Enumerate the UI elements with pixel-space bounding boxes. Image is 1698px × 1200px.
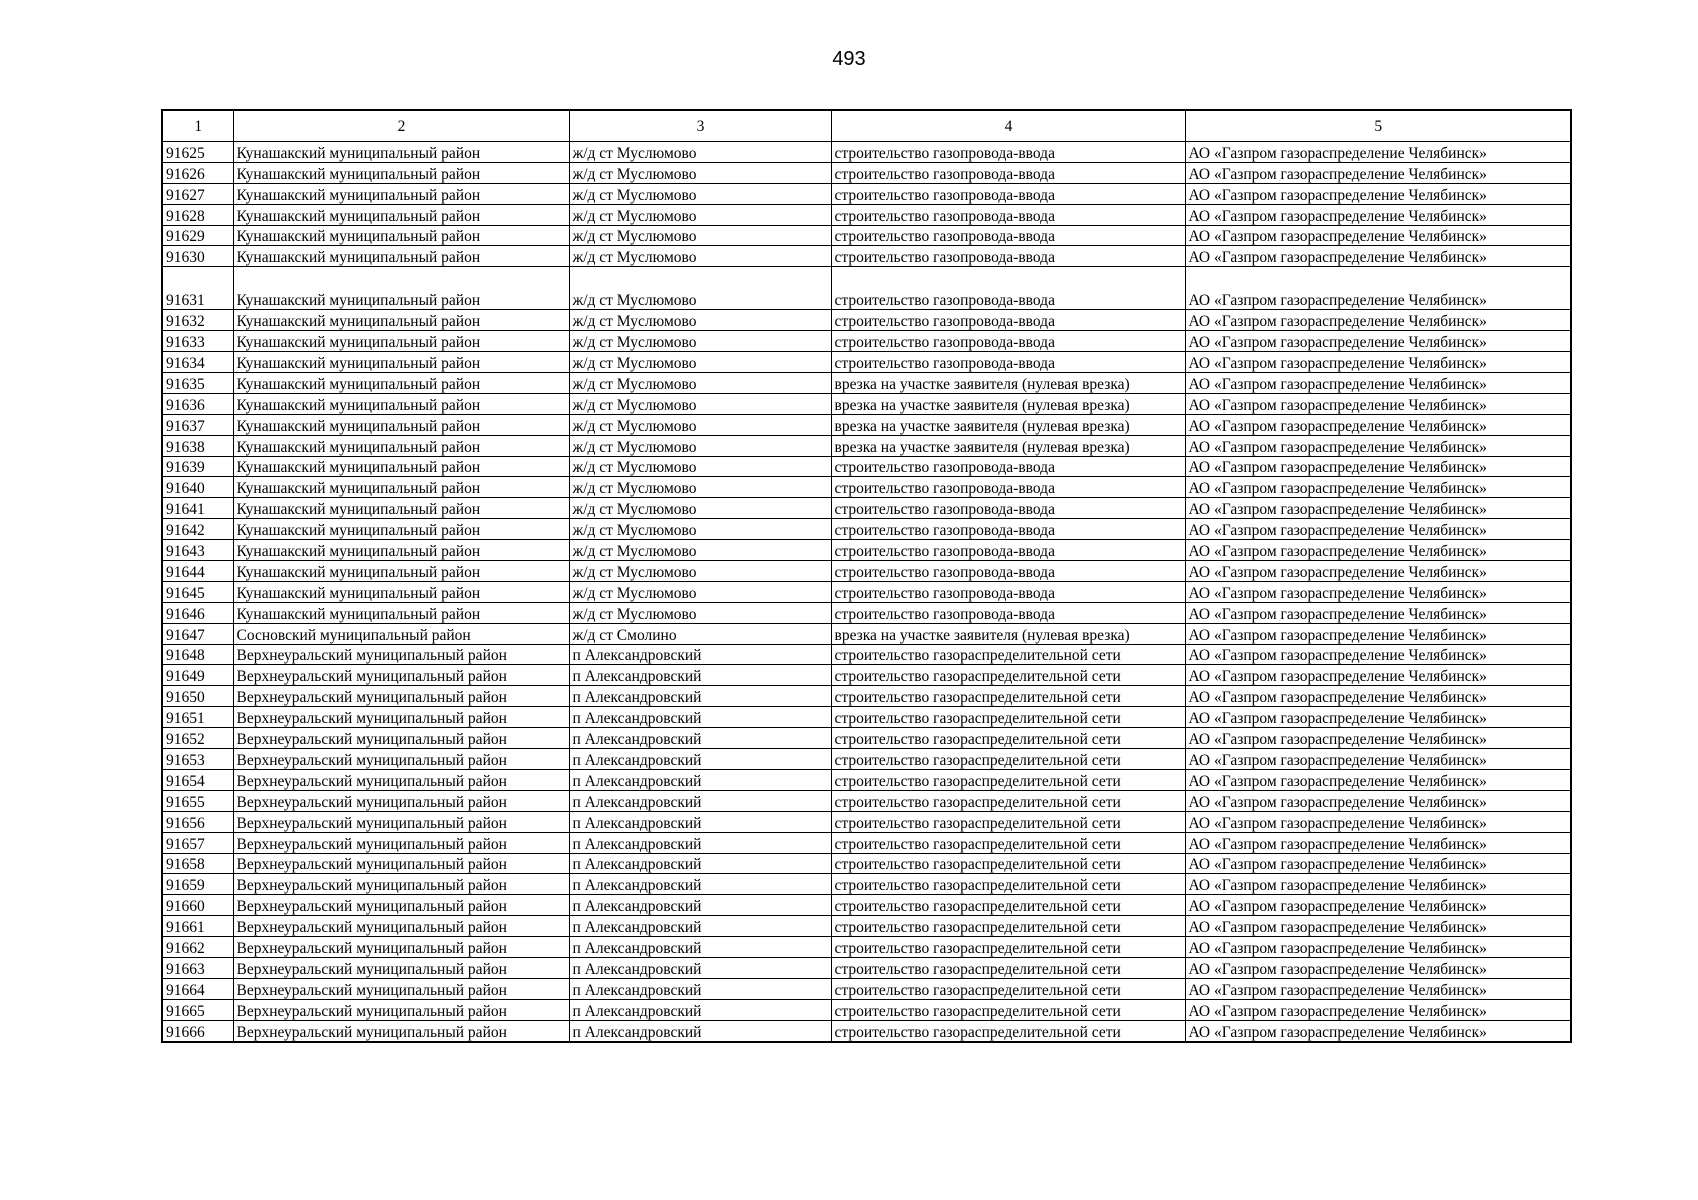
table-row	[162, 957, 1571, 978]
table-row	[162, 749, 1571, 770]
organization-cell: АО «Газпром газораспределение Челябинск»	[1185, 916, 1571, 937]
locality-header: 3	[569, 110, 831, 142]
work-type-cell: строительство газопровода-ввода	[831, 204, 1185, 225]
table-row	[162, 686, 1571, 707]
district-cell: Кунашакский муниципальный район	[233, 498, 569, 519]
work-type-cell: строительство газопровода-ввода	[831, 331, 1185, 352]
table-row	[162, 373, 1571, 394]
table-row	[162, 999, 1571, 1020]
district-cell: Кунашакский муниципальный район	[233, 162, 569, 183]
locality-cell: ж/д ст Муслюмово	[569, 540, 831, 561]
district-cell: Верхнеуральский муниципальный район	[233, 999, 569, 1020]
organization-cell: АО «Газпром газораспределение Челябинск»	[1185, 162, 1571, 183]
work-type-cell: строительство газопровода-ввода	[831, 162, 1185, 183]
district-cell: Кунашакский муниципальный район	[233, 456, 569, 477]
work-type-cell: строительство газопровода-ввода	[831, 602, 1185, 623]
work-type-cell: строительство газопровода-ввода	[831, 581, 1185, 602]
row-number-cell: 91633	[162, 331, 233, 352]
locality-cell: ж/д ст Муслюмово	[569, 477, 831, 498]
table-row	[162, 498, 1571, 519]
district-cell: Верхнеуральский муниципальный район	[233, 790, 569, 811]
row-number-cell: 91637	[162, 414, 233, 435]
organization-cell: АО «Газпром газораспределение Челябинск»	[1185, 957, 1571, 978]
organization-cell: АО «Газпром газораспределение Челябинск»	[1185, 498, 1571, 519]
district-cell: Кунашакский муниципальный район	[233, 519, 569, 540]
work-type-cell: строительство газораспределительной сети	[831, 978, 1185, 999]
table-row	[162, 602, 1571, 623]
locality-cell: п Александровский	[569, 874, 831, 895]
row-number-cell: 91646	[162, 602, 233, 623]
table-row	[162, 310, 1571, 331]
row-number-cell: 91629	[162, 225, 233, 246]
work-type-cell: строительство газораспределительной сети	[831, 853, 1185, 874]
row-number-cell: 91655	[162, 790, 233, 811]
organization-cell: АО «Газпром газораспределение Челябинск»	[1185, 183, 1571, 204]
work-type-cell: строительство газопровода-ввода	[831, 456, 1185, 477]
locality-cell: п Александровский	[569, 790, 831, 811]
district-cell: Верхнеуральский муниципальный район	[233, 811, 569, 832]
table-header	[162, 110, 1571, 142]
organization-cell: АО «Газпром газораспределение Челябинск»	[1185, 978, 1571, 999]
district-cell: Кунашакский муниципальный район	[233, 540, 569, 561]
table-row	[162, 393, 1571, 414]
locality-cell: п Александровский	[569, 853, 831, 874]
table-row	[162, 225, 1571, 246]
district-cell: Верхнеуральский муниципальный район	[233, 895, 569, 916]
district-cell: Кунашакский муниципальный район	[233, 373, 569, 394]
work-type-cell: строительство газораспределительной сети	[831, 999, 1185, 1020]
row-number-cell: 91654	[162, 769, 233, 790]
locality-cell: ж/д ст Муслюмово	[569, 393, 831, 414]
work-type-cell: строительство газораспределительной сети	[831, 874, 1185, 895]
organization-cell: АО «Газпром газораспределение Челябинск»	[1185, 435, 1571, 456]
locality-cell: п Александровский	[569, 916, 831, 937]
table-row	[162, 895, 1571, 916]
locality-cell: ж/д ст Муслюмово	[569, 414, 831, 435]
district-cell: Верхнеуральский муниципальный район	[233, 749, 569, 770]
organization-cell: АО «Газпром газораспределение Челябинск»	[1185, 519, 1571, 540]
work-type-cell: строительство газопровода-ввода	[831, 183, 1185, 204]
locality-cell: п Александровский	[569, 769, 831, 790]
organization-cell: АО «Газпром газораспределение Челябинск»	[1185, 373, 1571, 394]
district-header: 2	[233, 110, 569, 142]
locality-cell: п Александровский	[569, 811, 831, 832]
district-cell: Кунашакский муниципальный район	[233, 602, 569, 623]
row-number-cell: 91631	[162, 267, 233, 310]
table-row	[162, 707, 1571, 728]
table-row	[162, 142, 1571, 163]
locality-cell: ж/д ст Муслюмово	[569, 498, 831, 519]
table-row	[162, 519, 1571, 540]
locality-cell: ж/д ст Муслюмово	[569, 225, 831, 246]
row-number-cell: 91641	[162, 498, 233, 519]
row-number-cell: 91663	[162, 957, 233, 978]
organization-cell: АО «Газпром газораспределение Челябинск»	[1185, 832, 1571, 853]
district-cell: Кунашакский муниципальный район	[233, 477, 569, 498]
table-row	[162, 769, 1571, 790]
table-row	[162, 456, 1571, 477]
organization-cell: АО «Газпром газораспределение Челябинск»	[1185, 456, 1571, 477]
organization-cell: АО «Газпром газораспределение Челябинск»	[1185, 246, 1571, 267]
work-type-cell: строительство газопровода-ввода	[831, 310, 1185, 331]
organization-cell: АО «Газпром газораспределение Челябинск»	[1185, 937, 1571, 958]
table-row	[162, 1020, 1571, 1041]
work-type-cell: строительство газопровода-ввода	[831, 477, 1185, 498]
district-cell: Верхнеуральский муниципальный район	[233, 978, 569, 999]
locality-cell: п Александровский	[569, 1020, 831, 1041]
work-type-cell: врезка на участке заявителя (нулевая врезка)	[831, 623, 1185, 644]
organization-cell: АО «Газпром газораспределение Челябинск»	[1185, 811, 1571, 832]
organization-cell: АО «Газпром газораспределение Челябинск»	[1185, 393, 1571, 414]
row-number-cell: 91662	[162, 937, 233, 958]
locality-cell: п Александровский	[569, 957, 831, 978]
row-number-cell: 91640	[162, 477, 233, 498]
row-number-cell: 91642	[162, 519, 233, 540]
district-cell: Кунашакский муниципальный район	[233, 142, 569, 163]
table-row	[162, 665, 1571, 686]
district-cell: Кунашакский муниципальный район	[233, 246, 569, 267]
work-type-cell: строительство газораспределительной сети	[831, 665, 1185, 686]
table-row	[162, 183, 1571, 204]
district-cell: Верхнеуральский муниципальный район	[233, 728, 569, 749]
organization-cell: АО «Газпром газораспределение Челябинск»	[1185, 267, 1571, 310]
table-row	[162, 477, 1571, 498]
organization-cell: АО «Газпром газораспределение Челябинск»	[1185, 142, 1571, 163]
locality-cell: ж/д ст Муслюмово	[569, 373, 831, 394]
district-cell: Кунашакский муниципальный район	[233, 435, 569, 456]
district-cell: Верхнеуральский муниципальный район	[233, 707, 569, 728]
table-row	[162, 352, 1571, 373]
row-number-cell: 91659	[162, 874, 233, 895]
locality-cell: ж/д ст Муслюмово	[569, 561, 831, 582]
work-type-cell: строительство газопровода-ввода	[831, 540, 1185, 561]
row-number-cell: 91650	[162, 686, 233, 707]
district-cell: Верхнеуральский муниципальный район	[233, 957, 569, 978]
header-row	[162, 110, 1571, 142]
district-cell: Сосновский муниципальный район	[233, 623, 569, 644]
row-number-cell: 91660	[162, 895, 233, 916]
table-row	[162, 331, 1571, 352]
row-number-cell: 91651	[162, 707, 233, 728]
organization-cell: АО «Газпром газораспределение Челябинск»	[1185, 895, 1571, 916]
district-cell: Кунашакский муниципальный район	[233, 225, 569, 246]
locality-cell: ж/д ст Смолино	[569, 623, 831, 644]
district-cell: Кунашакский муниципальный район	[233, 352, 569, 373]
locality-cell: ж/д ст Муслюмово	[569, 204, 831, 225]
locality-cell: ж/д ст Муслюмово	[569, 142, 831, 163]
column-number-header: 1	[162, 110, 233, 142]
organization-cell: АО «Газпром газораспределение Челябинск»	[1185, 623, 1571, 644]
work-type-cell: строительство газопровода-ввода	[831, 142, 1185, 163]
work-type-cell: строительство газораспределительной сети	[831, 895, 1185, 916]
district-cell: Кунашакский муниципальный район	[233, 393, 569, 414]
page-number: 493	[832, 48, 866, 70]
district-cell: Верхнеуральский муниципальный район	[233, 916, 569, 937]
row-number-cell: 91661	[162, 916, 233, 937]
locality-cell: п Александровский	[569, 728, 831, 749]
locality-cell: ж/д ст Муслюмово	[569, 331, 831, 352]
row-number-cell: 91634	[162, 352, 233, 373]
organization-cell: АО «Газпром газораспределение Челябинск»	[1185, 331, 1571, 352]
work-type-cell: врезка на участке заявителя (нулевая врезка)	[831, 435, 1185, 456]
table-row	[162, 728, 1571, 749]
row-number-cell: 91664	[162, 978, 233, 999]
row-number-cell: 91656	[162, 811, 233, 832]
locality-cell: ж/д ст Муслюмово	[569, 267, 831, 310]
row-number-cell: 91644	[162, 561, 233, 582]
organization-cell: АО «Газпром газораспределение Челябинск»	[1185, 477, 1571, 498]
work-type-cell: строительство газораспределительной сети	[831, 790, 1185, 811]
organization-cell: АО «Газпром газораспределение Челябинск»	[1185, 769, 1571, 790]
row-number-cell: 91645	[162, 581, 233, 602]
organization-cell: АО «Газпром газораспределение Челябинск»	[1185, 602, 1571, 623]
organization-cell: АО «Газпром газораспределение Челябинск»	[1185, 414, 1571, 435]
work-type-cell: строительство газораспределительной сети	[831, 811, 1185, 832]
district-cell: Кунашакский муниципальный район	[233, 581, 569, 602]
locality-cell: п Александровский	[569, 978, 831, 999]
district-cell: Кунашакский муниципальный район	[233, 561, 569, 582]
work-type-cell: строительство газопровода-ввода	[831, 246, 1185, 267]
row-number-cell: 91628	[162, 204, 233, 225]
work-type-cell: строительство газораспределительной сети	[831, 1020, 1185, 1041]
table-row	[162, 623, 1571, 644]
work-type-cell: врезка на участке заявителя (нулевая врезка)	[831, 393, 1185, 414]
locality-cell: ж/д ст Муслюмово	[569, 519, 831, 540]
district-cell: Верхнеуральский муниципальный район	[233, 665, 569, 686]
row-number-cell: 91649	[162, 665, 233, 686]
locality-cell: п Александровский	[569, 749, 831, 770]
row-number-cell: 91653	[162, 749, 233, 770]
locality-cell: ж/д ст Муслюмово	[569, 435, 831, 456]
table-row	[162, 204, 1571, 225]
locality-cell: п Александровский	[569, 895, 831, 916]
district-cell: Верхнеуральский муниципальный район	[233, 644, 569, 665]
table-row	[162, 937, 1571, 958]
row-number-cell: 91658	[162, 853, 233, 874]
table-row	[162, 246, 1571, 267]
row-number-cell: 91632	[162, 310, 233, 331]
locality-cell: ж/д ст Муслюмово	[569, 456, 831, 477]
table-row	[162, 916, 1571, 937]
locality-cell: ж/д ст Муслюмово	[569, 162, 831, 183]
organization-cell: АО «Газпром газораспределение Челябинск»	[1185, 853, 1571, 874]
organization-cell: АО «Газпром газораспределение Челябинск»	[1185, 999, 1571, 1020]
table-row	[162, 561, 1571, 582]
table-row	[162, 540, 1571, 561]
table-row	[162, 581, 1571, 602]
work-type-cell: врезка на участке заявителя (нулевая врезка)	[831, 414, 1185, 435]
locality-cell: п Александровский	[569, 686, 831, 707]
locality-cell: п Александровский	[569, 707, 831, 728]
work-type-cell: строительство газопровода-ввода	[831, 561, 1185, 582]
row-number-cell: 91635	[162, 373, 233, 394]
district-cell: Верхнеуральский муниципальный район	[233, 874, 569, 895]
organization-cell: АО «Газпром газораспределение Челябинск»	[1185, 749, 1571, 770]
row-number-cell: 91665	[162, 999, 233, 1020]
table-body	[162, 142, 1571, 1042]
organization-cell: АО «Газпром газораспределение Челябинск»	[1185, 352, 1571, 373]
table-row	[162, 874, 1571, 895]
work-type-cell: строительство газораспределительной сети	[831, 916, 1185, 937]
organization-header: 5	[1185, 110, 1571, 142]
table-row	[162, 414, 1571, 435]
table-row	[162, 790, 1571, 811]
row-number-cell: 91648	[162, 644, 233, 665]
work-type-header: 4	[831, 110, 1185, 142]
district-cell: Кунашакский муниципальный район	[233, 204, 569, 225]
work-type-cell: строительство газопровода-ввода	[831, 498, 1185, 519]
row-number-cell: 91639	[162, 456, 233, 477]
work-type-cell: строительство газораспределительной сети	[831, 644, 1185, 665]
organization-cell: АО «Газпром газораспределение Челябинск»	[1185, 561, 1571, 582]
locality-cell: п Александровский	[569, 999, 831, 1020]
locality-cell: ж/д ст Муслюмово	[569, 183, 831, 204]
organization-cell: АО «Газпром газораспределение Челябинск»	[1185, 707, 1571, 728]
work-type-cell: строительство газопровода-ввода	[831, 519, 1185, 540]
table-row	[162, 162, 1571, 183]
district-cell: Кунашакский муниципальный район	[233, 310, 569, 331]
work-type-cell: врезка на участке заявителя (нулевая врезка)	[831, 373, 1185, 394]
district-cell: Верхнеуральский муниципальный район	[233, 1020, 569, 1041]
district-cell: Кунашакский муниципальный район	[233, 414, 569, 435]
locality-cell: п Александровский	[569, 832, 831, 853]
organization-cell: АО «Газпром газораспределение Челябинск»	[1185, 644, 1571, 665]
organization-cell: АО «Газпром газораспределение Челябинск»	[1185, 204, 1571, 225]
work-type-cell: строительство газораспределительной сети	[831, 749, 1185, 770]
work-type-cell: строительство газопровода-ввода	[831, 352, 1185, 373]
district-cell: Кунашакский муниципальный район	[233, 267, 569, 310]
table-row	[162, 853, 1571, 874]
work-type-cell: строительство газораспределительной сети	[831, 707, 1185, 728]
work-type-cell: строительство газораспределительной сети	[831, 728, 1185, 749]
locality-cell: п Александровский	[569, 644, 831, 665]
table-row	[162, 267, 1571, 310]
district-cell: Верхнеуральский муниципальный район	[233, 686, 569, 707]
organization-cell: АО «Газпром газораспределение Челябинск»	[1185, 874, 1571, 895]
work-type-cell: строительство газораспределительной сети	[831, 769, 1185, 790]
work-type-cell: строительство газопровода-ввода	[831, 225, 1185, 246]
organization-cell: АО «Газпром газораспределение Челябинск»	[1185, 665, 1571, 686]
row-number-cell: 91638	[162, 435, 233, 456]
locality-cell: ж/д ст Муслюмово	[569, 581, 831, 602]
organization-cell: АО «Газпром газораспределение Челябинск»	[1185, 686, 1571, 707]
row-number-cell: 91625	[162, 142, 233, 163]
organization-cell: АО «Газпром газораспределение Челябинск»	[1185, 728, 1571, 749]
district-cell: Верхнеуральский муниципальный район	[233, 769, 569, 790]
table-row	[162, 811, 1571, 832]
row-number-cell: 91636	[162, 393, 233, 414]
district-cell: Верхнеуральский муниципальный район	[233, 937, 569, 958]
district-cell: Верхнеуральский муниципальный район	[233, 832, 569, 853]
register-table	[161, 109, 1572, 1043]
organization-cell: АО «Газпром газораспределение Челябинск»	[1185, 790, 1571, 811]
table-row	[162, 978, 1571, 999]
row-number-cell: 91647	[162, 623, 233, 644]
row-number-cell: 91643	[162, 540, 233, 561]
organization-cell: АО «Газпром газораспределение Челябинск»	[1185, 581, 1571, 602]
locality-cell: п Александровский	[569, 937, 831, 958]
row-number-cell: 91630	[162, 246, 233, 267]
row-number-cell: 91627	[162, 183, 233, 204]
locality-cell: ж/д ст Муслюмово	[569, 602, 831, 623]
organization-cell: АО «Газпром газораспределение Челябинск»	[1185, 310, 1571, 331]
district-cell: Кунашакский муниципальный район	[233, 183, 569, 204]
organization-cell: АО «Газпром газораспределение Челябинск»	[1185, 540, 1571, 561]
work-type-cell: строительство газораспределительной сети	[831, 937, 1185, 958]
district-cell: Верхнеуральский муниципальный район	[233, 853, 569, 874]
row-number-cell: 91652	[162, 728, 233, 749]
work-type-cell: строительство газораспределительной сети	[831, 686, 1185, 707]
locality-cell: ж/д ст Муслюмово	[569, 310, 831, 331]
locality-cell: п Александровский	[569, 665, 831, 686]
row-number-cell: 91666	[162, 1020, 233, 1041]
table-row	[162, 832, 1571, 853]
work-type-cell: строительство газораспределительной сети	[831, 957, 1185, 978]
table-row	[162, 644, 1571, 665]
row-number-cell: 91657	[162, 832, 233, 853]
organization-cell: АО «Газпром газораспределение Челябинск»	[1185, 225, 1571, 246]
organization-cell: АО «Газпром газораспределение Челябинск»	[1185, 1020, 1571, 1041]
work-type-cell: строительство газораспределительной сети	[831, 832, 1185, 853]
table-row	[162, 435, 1571, 456]
row-number-cell: 91626	[162, 162, 233, 183]
locality-cell: ж/д ст Муслюмово	[569, 352, 831, 373]
locality-cell: ж/д ст Муслюмово	[569, 246, 831, 267]
district-cell: Кунашакский муниципальный район	[233, 331, 569, 352]
work-type-cell: строительство газопровода-ввода	[831, 267, 1185, 310]
